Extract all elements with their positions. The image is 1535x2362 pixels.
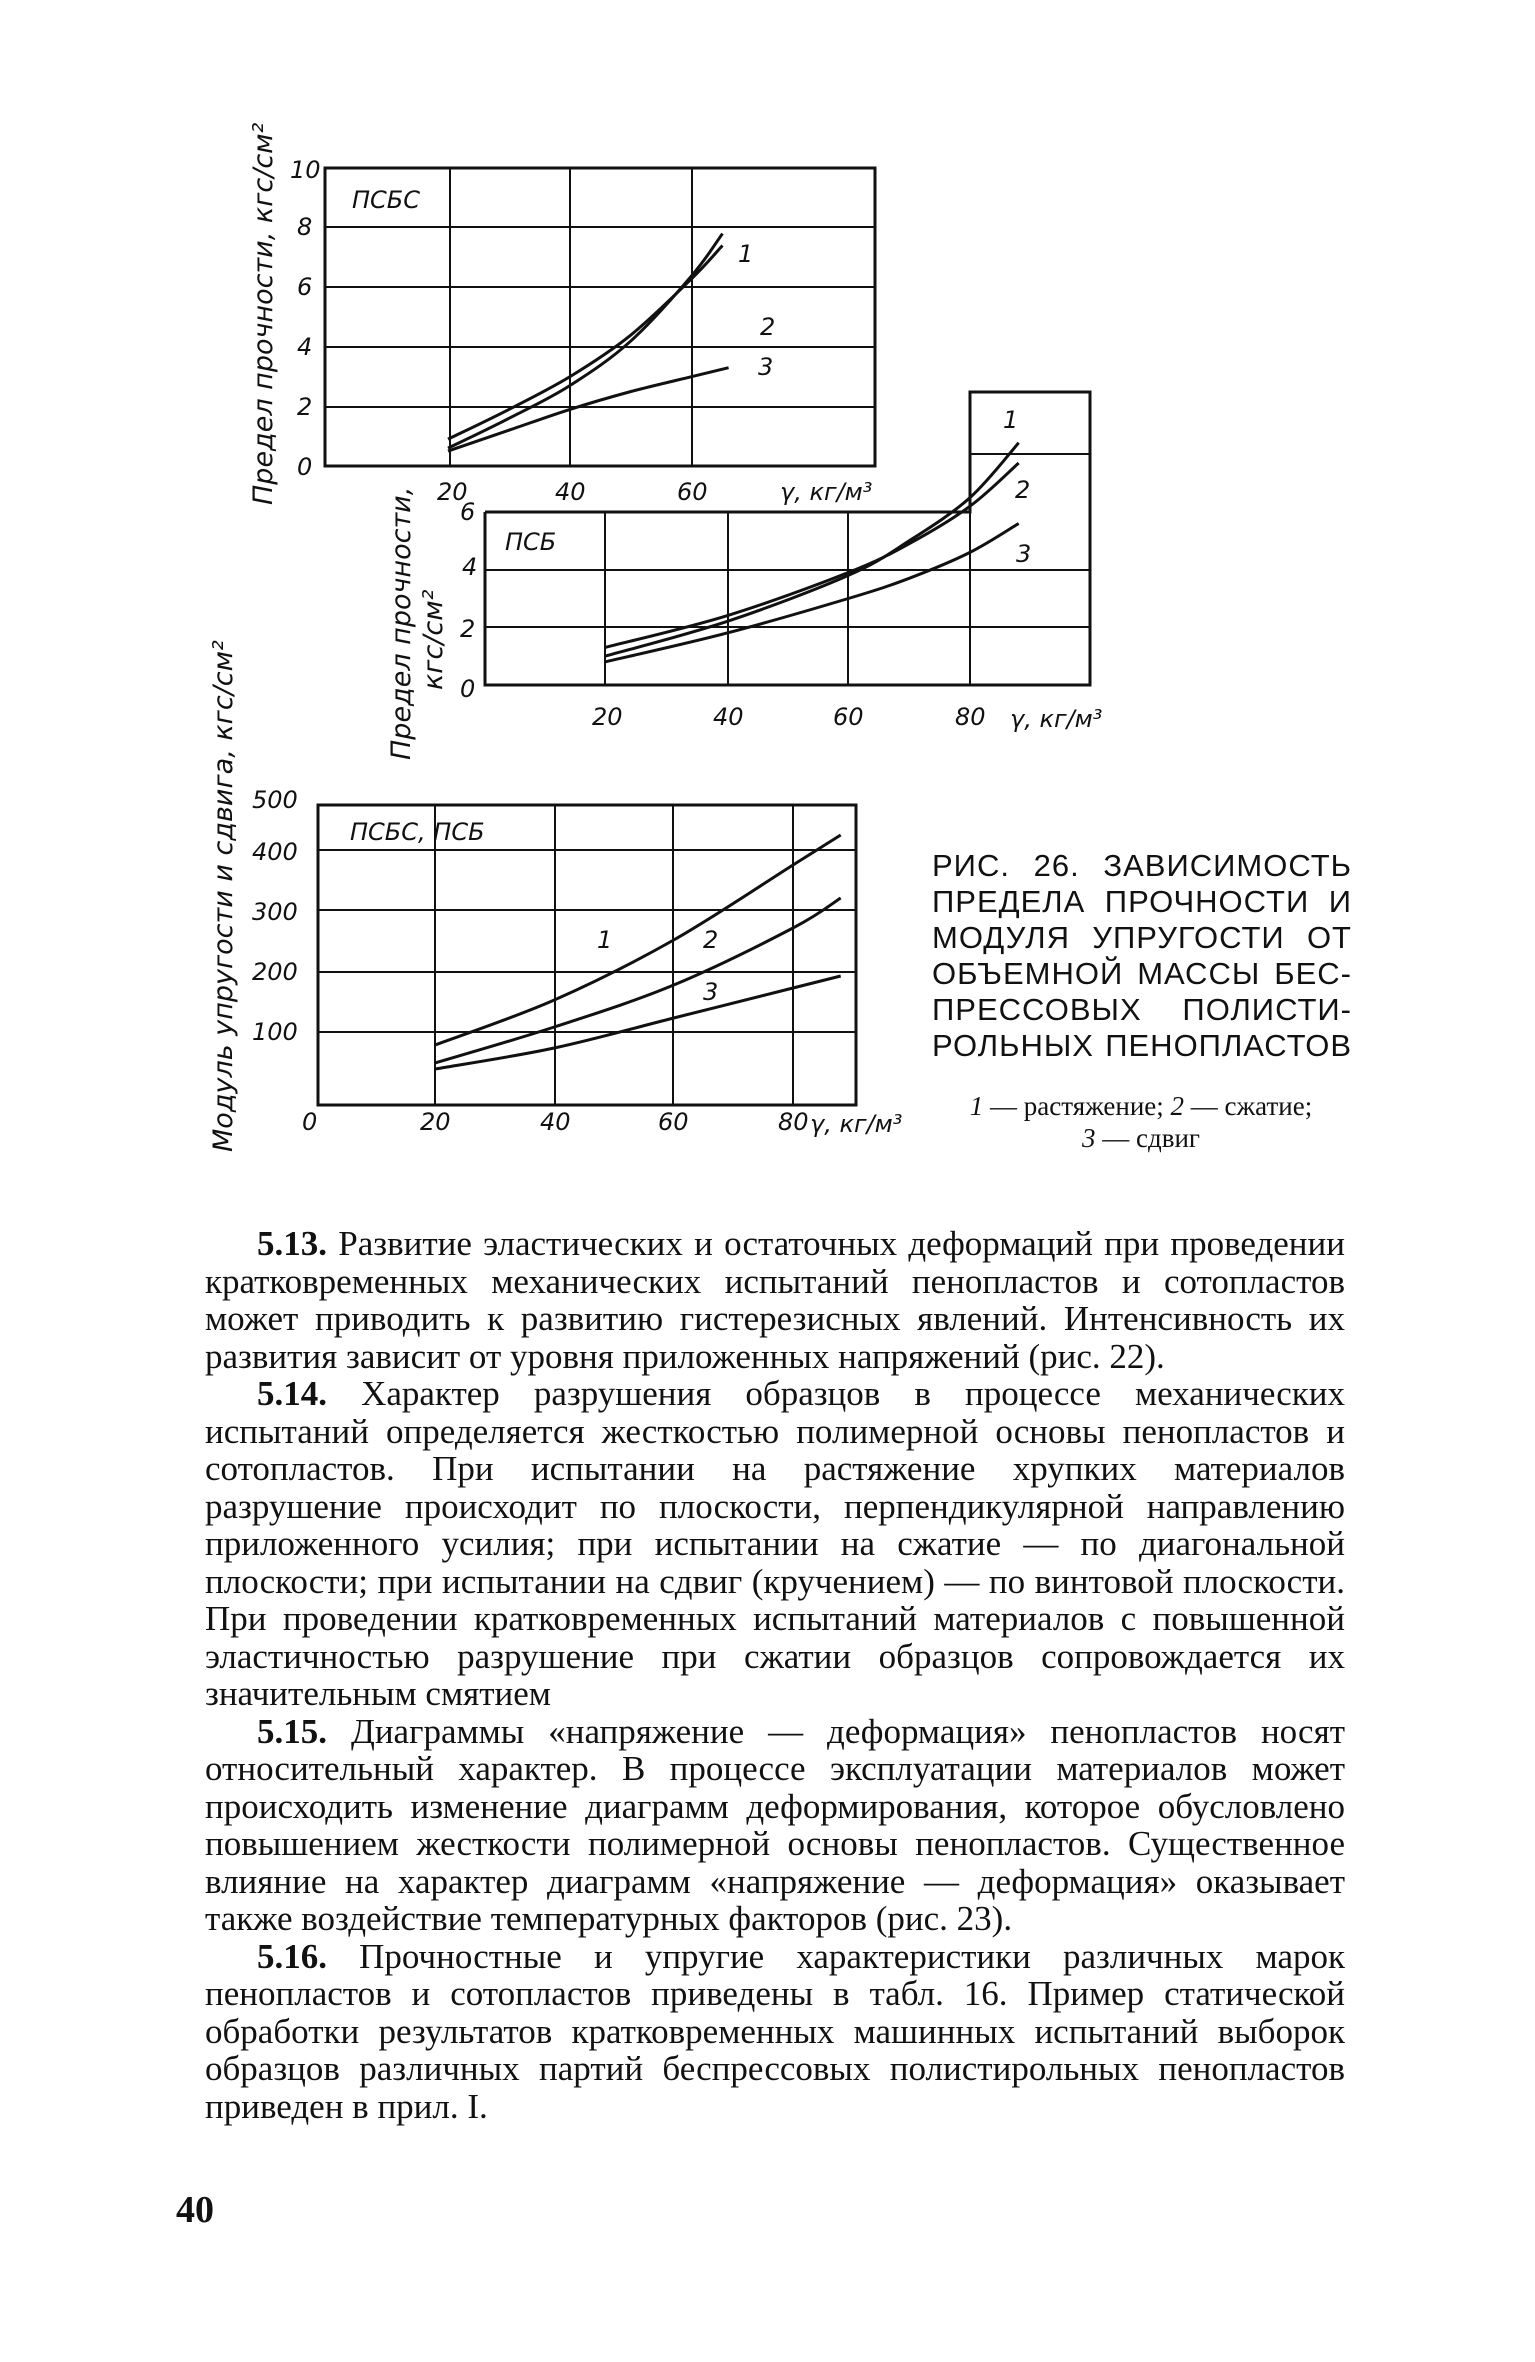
paragraph-5-15 [205,1713,1345,1938]
paragraph-number: 5.13. [257,1224,327,1263]
curve-shear [605,524,1019,662]
curve-tension [435,835,841,1045]
caption-line: МОДУЛЯ УПРУГОСТИ ОТ [932,920,1352,955]
y-tick: 200 [252,958,298,986]
legend-text: — растяжение; [983,1091,1171,1121]
curve-compression [448,246,723,440]
figure-caption [932,848,1352,1064]
paragraph-text: Диаграммы «напряжение — деформация» пенопластов носят относительный характер. В процессе эксплуатации материалов может происходить изменение диаграмм деформирования, которое обусловлено повышением жесткости полимерной основы пенопластов. Существенное влияние на характер диаграмм «напряжение — деформация» оказывает также воздействие температурных факторов (рис. 23). [205,1711,1345,1938]
group-label: ПСБС [352,186,421,214]
legend-text: — сжатие; [1184,1091,1313,1121]
x-tick: 40 [713,703,744,731]
legend-text: — сдвиг [1095,1123,1200,1153]
group-label: ПСБС, ПСБ [350,818,485,846]
legend-num: 1 [969,1091,984,1121]
y-tick: 500 [252,786,298,814]
x-tick: 80 [778,1108,809,1136]
grid [318,805,856,1105]
paragraph-text: Прочностные и упругие характеристики различных марок пенопластов и сотопластов приведены в табл. 16. Пример статической обработки результатов кратковременных машинных испытаний выборок образцов различных партий беспрессовых полистирольных пенопластов приведен в прил. I. [205,1936,1345,2126]
paragraph-number: 5.16. [257,1936,327,1976]
y-tick: 6 [297,273,313,301]
x-tick: 60 [658,1108,689,1136]
x-ticks [437,478,708,506]
caption-line: РОЛЬНЫХ ПЕНОПЛАСТОВ [932,1028,1352,1063]
y-axis-label: Модуль упругости и сдвига, кгс/см² [208,640,239,1152]
y-tick: 400 [252,838,298,866]
y-tick: 10 [290,156,321,184]
x-tick: 20 [437,478,468,506]
y-tick: 4 [462,553,478,581]
y-axis-label-line-2: кгс/см² [418,589,449,690]
paragraph-number: 5.15. [257,1711,327,1751]
curve-label-2: 2 [703,926,719,954]
chart-modulus [208,640,902,1152]
y-tick: 0 [297,453,313,481]
x-axis-label: γ, кг/м³ [810,1110,903,1138]
curve-label-3: 3 [758,353,774,381]
curve-tension [448,234,723,449]
paragraph-number: 5.14. [257,1374,327,1413]
x-tick: 20 [592,703,623,731]
y-tick: 6 [460,498,476,526]
curve-label-3: 3 [703,978,719,1006]
caption-line: ОБЪЕМНОЙ МАССЫ БЕС- [932,956,1352,991]
paragraph-5-16 [205,1938,1345,2126]
x-tick: 0 [302,1108,318,1136]
caption-line: ПРЕССОВЫХ ПОЛИСТИ- [932,992,1352,1027]
curve-label-1: 1 [1003,406,1019,434]
y-axis-label: Предел прочности, кгс/см² [248,122,279,505]
page-number: 40 [176,2189,214,2231]
x-tick: 80 [955,703,986,731]
curve-shear [448,368,729,451]
group-label: ПСБ [505,528,557,556]
curve-label-1: 1 [597,926,613,954]
x-tick: 60 [677,478,708,506]
paragraph-5-13 [205,1225,1345,1375]
legend-num: 2 [1170,1091,1185,1121]
y-ticks [252,786,298,1046]
y-tick: 300 [252,898,298,926]
caption-line: РИС. 26. ЗАВИСИМОСТЬ [932,848,1352,883]
y-tick: 0 [460,675,476,703]
x-tick: 40 [540,1108,571,1136]
y-tick: 100 [252,1018,298,1046]
curve-label-1: 1 [738,240,754,268]
plot-frame [485,392,1090,685]
x-axis-label: γ, кг/м³ [780,478,873,506]
x-tick: 60 [833,703,864,731]
x-ticks [592,703,986,731]
body-text [205,1225,1345,2125]
curve-label-2: 2 [1015,476,1031,504]
chart-psb [386,392,1102,760]
x-tick: 40 [555,478,586,506]
paragraph-text: Развитие эластических и остаточных деформаций при проведении кратковременных механических испытаний пенопластов и сотопластов может приводить к развитию гистерезисных явлений. Интенсивность их развития зависит от уровня приложенных напряжений (рис. 22). [205,1224,1345,1376]
curve-compression [435,898,841,1063]
y-tick: 2 [460,615,476,643]
paragraph-text: Характер разрушения образцов в процессе механических испытаний определяется жесткостью полимерной основы пенопластов и сотопластов. При испытании на растяжение хрупких материалов разрушение происходит по плоскости, перпендикулярной направлению приложенного усилия; при испытании на сжатие — по диагональной плоскости; при испытании на сдвиг (кручением) — по винтовой плоскости. При проведении кратковременных испытаний материалов с повышенной эластичностью разрушение при сжатии образцов сопровождается их значительным смятием [205,1374,1345,1713]
legend-num: 3 [1082,1123,1096,1153]
x-axis-label: γ, кг/м³ [1010,705,1103,733]
figure-legend [928,1090,1354,1154]
y-axis-label-line-1: Предел прочности, [386,486,417,760]
y-tick: 2 [297,393,313,421]
caption-line: ПРЕДЕЛА ПРОЧНОСТИ И [932,884,1352,919]
x-tick: 20 [420,1108,451,1136]
curve-label-2: 2 [760,313,776,341]
chart-psbs [248,122,875,506]
y-ticks [290,156,321,481]
y-ticks [460,498,477,703]
curve-label-3: 3 [1016,540,1032,568]
y-tick: 8 [297,213,313,241]
paragraph-5-14 [205,1375,1345,1713]
y-tick: 4 [297,333,313,361]
x-ticks [302,1108,809,1136]
curve-tension [605,443,1019,656]
